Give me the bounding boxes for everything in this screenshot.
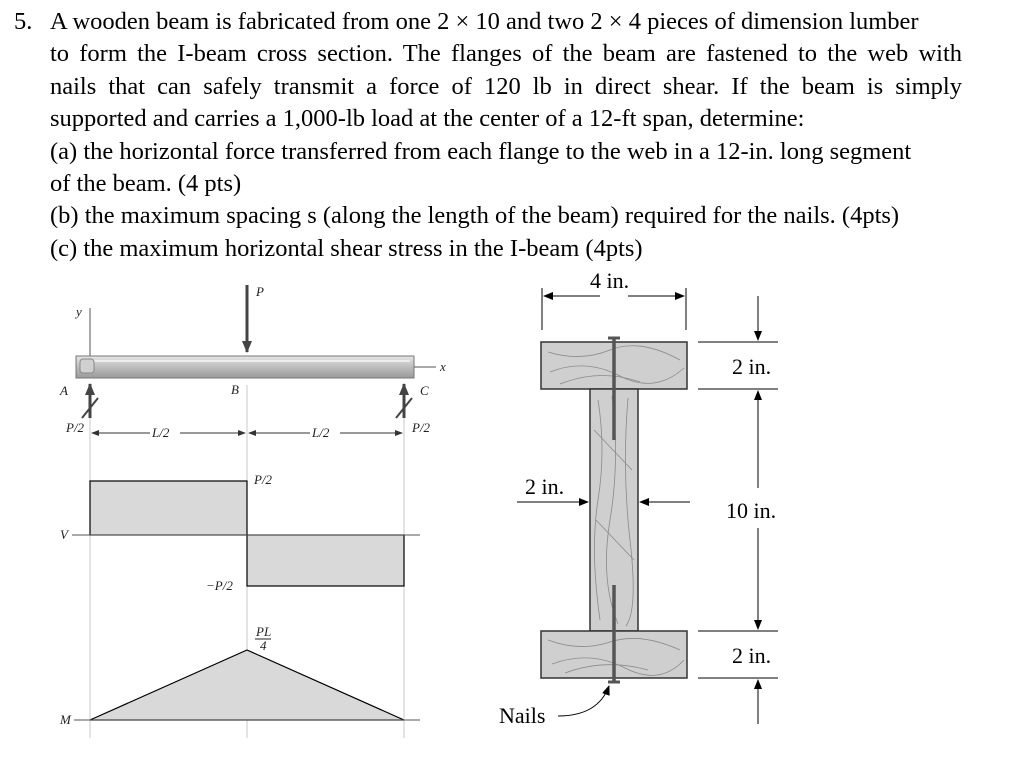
reaction-right-label: P/2 bbox=[412, 420, 431, 435]
moment-triangle bbox=[90, 650, 404, 720]
x-axis-label: x bbox=[440, 359, 446, 374]
problem-text-line: (c) the maximum horizontal shear stress in the I-beam (4pts) bbox=[50, 234, 643, 262]
nails-leader-arrow bbox=[558, 686, 609, 716]
web-depth-label: 10 in. bbox=[726, 498, 777, 523]
reaction-left-label: P/2 bbox=[66, 420, 85, 435]
moment-max-denominator: 4 bbox=[260, 638, 267, 653]
beam-diagram bbox=[59, 284, 446, 738]
half-span-right-label: L/2 bbox=[312, 425, 330, 440]
problem-number: 5. bbox=[14, 8, 33, 35]
problem-text-line: A wooden beam is fabricated from one 2 × 10 and two 2 × 4 pieces of dimension lumber bbox=[50, 8, 919, 35]
bottom-flange-depth-label: 2 in. bbox=[732, 643, 772, 668]
flange-width-label: 4 in. bbox=[590, 268, 630, 293]
problem-text-line: of the beam. (4 pts) bbox=[50, 170, 242, 198]
shear-axis-label: V bbox=[60, 527, 68, 542]
support-a-label: A bbox=[60, 383, 68, 398]
top-flange-depth-label: 2 in. bbox=[732, 354, 772, 379]
load-label: P bbox=[256, 284, 264, 299]
problem-text-line: (b) the maximum spacing s (along the length of the beam) required for the nails. (4pts) bbox=[50, 202, 900, 230]
problem-text-line: (a) the horizontal force transferred from each flange to the web in a 12-in. long segment bbox=[50, 137, 912, 165]
half-span-left-label: L/2 bbox=[152, 425, 170, 440]
beam-end-cap bbox=[80, 359, 94, 373]
moment-max-numerator: PL bbox=[256, 624, 272, 639]
beam bbox=[76, 356, 414, 378]
point-b-label: B bbox=[231, 382, 239, 397]
web-thickness-label: 2 in. bbox=[525, 474, 565, 499]
moment-axis-label: M bbox=[60, 712, 71, 727]
shear-positive-block bbox=[90, 481, 247, 535]
problem-text-line: to form the I-beam cross section. The flanges of the beam are fastened to the web with bbox=[50, 40, 962, 68]
cross-section bbox=[499, 268, 778, 728]
nails-label: Nails bbox=[499, 703, 546, 728]
support-c-label: C bbox=[420, 383, 429, 398]
problem-text-line: supported and carries a 1,000-lb load at the center of a 12-ft span, determine: bbox=[50, 105, 805, 133]
shear-negative-block bbox=[247, 535, 404, 586]
shear-positive-label: P/2 bbox=[254, 472, 273, 487]
y-axis-label: y bbox=[76, 304, 82, 319]
problem-text-line: nails that can safely transmit a force of 120 lb in direct shear. If the beam is simply bbox=[50, 72, 962, 100]
shear-negative-label: −P/2 bbox=[206, 578, 233, 593]
